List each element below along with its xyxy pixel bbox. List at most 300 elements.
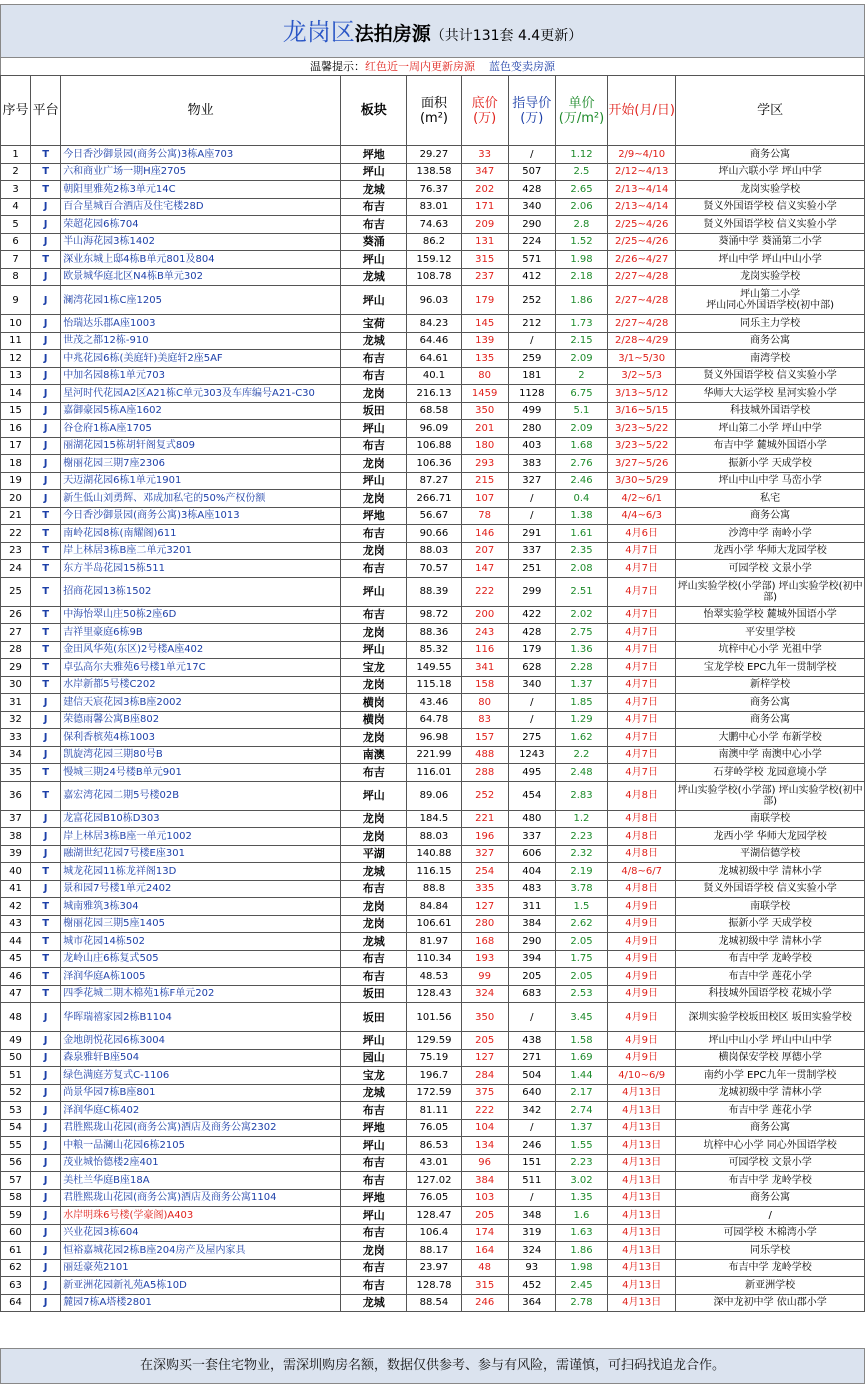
row-number: 2 bbox=[1, 163, 31, 181]
table-row bbox=[1, 216, 865, 234]
table-row bbox=[1, 367, 865, 385]
row-number: 39 bbox=[1, 845, 31, 863]
base-price: 207 bbox=[461, 542, 508, 560]
start-date: 2/27~4/28 bbox=[608, 268, 676, 286]
property-name: 泽润华庭C栋402 bbox=[61, 1102, 341, 1120]
floor-area: 116.15 bbox=[407, 863, 461, 881]
area-name: 坪地 bbox=[341, 507, 407, 525]
property-name: 新生低山刘勇辉、邓成加私宅的50%产权份额 bbox=[61, 490, 341, 508]
unit-price: 2.09 bbox=[555, 350, 607, 368]
unit-price: 2.76 bbox=[555, 455, 607, 473]
listing-table bbox=[0, 75, 865, 1312]
unit-price: 2.65 bbox=[555, 181, 607, 199]
row-number: 19 bbox=[1, 472, 31, 490]
school-district: 南联学校 bbox=[676, 810, 865, 828]
unit-price: 1.69 bbox=[555, 1049, 607, 1067]
floor-area: 76.05 bbox=[407, 1119, 461, 1137]
platform-badge: J bbox=[31, 472, 61, 490]
property-name: 美杜兰华庭B座18A bbox=[61, 1172, 341, 1190]
base-price: 131 bbox=[461, 233, 508, 251]
table-row bbox=[1, 286, 865, 315]
property-name: 朝阳里雅苑2栋3单元14C bbox=[61, 181, 341, 199]
platform-badge: J bbox=[31, 1049, 61, 1067]
col-start: 开始(月/日) bbox=[608, 76, 676, 146]
sheet-title bbox=[0, 4, 865, 58]
row-number: 16 bbox=[1, 420, 31, 438]
guide-price: / bbox=[508, 146, 555, 164]
start-date: 4月7日 bbox=[608, 694, 676, 712]
school-district: 南澳中学 南澳中心小学 bbox=[676, 746, 865, 764]
area-name: 坪山 bbox=[341, 1032, 407, 1050]
guide-price: / bbox=[508, 694, 555, 712]
base-price: 488 bbox=[461, 746, 508, 764]
unit-price: 2 bbox=[555, 367, 607, 385]
row-number: 54 bbox=[1, 1119, 31, 1137]
platform-badge: J bbox=[31, 233, 61, 251]
table-row bbox=[1, 641, 865, 659]
platform-badge: T bbox=[31, 641, 61, 659]
school-district: 商务公寓 bbox=[676, 507, 865, 525]
col-guide: 指导价(万) bbox=[508, 76, 555, 146]
table-row bbox=[1, 1032, 865, 1050]
area-name: 布吉 bbox=[341, 880, 407, 898]
school-district: 大鹏中心小学 布新学校 bbox=[676, 729, 865, 747]
start-date: 4月9日 bbox=[608, 950, 676, 968]
floor-area: 89.06 bbox=[407, 781, 461, 810]
base-price: 221 bbox=[461, 810, 508, 828]
floor-area: 172.59 bbox=[407, 1084, 461, 1102]
area-name: 布吉 bbox=[341, 198, 407, 216]
row-number: 61 bbox=[1, 1242, 31, 1260]
school-district: 平安里学校 bbox=[676, 624, 865, 642]
platform-badge: T bbox=[31, 898, 61, 916]
table-row bbox=[1, 624, 865, 642]
guide-price: 364 bbox=[508, 1294, 555, 1312]
guide-price: 327 bbox=[508, 472, 555, 490]
start-date: 4月9日 bbox=[608, 898, 676, 916]
property-name: 南岭花园8栋(南耀阁)611 bbox=[61, 525, 341, 543]
property-name: 谷仓府1栋A座1705 bbox=[61, 420, 341, 438]
area-name: 坪山 bbox=[341, 1137, 407, 1155]
unit-price: 1.12 bbox=[555, 146, 607, 164]
table-row bbox=[1, 163, 865, 181]
area-name: 布吉 bbox=[341, 350, 407, 368]
unit-price: 1.86 bbox=[555, 1242, 607, 1260]
platform-badge: J bbox=[31, 694, 61, 712]
table-row bbox=[1, 181, 865, 199]
base-price: 134 bbox=[461, 1137, 508, 1155]
property-name: 怡瑞达乐郡A座1003 bbox=[61, 315, 341, 333]
platform-badge: J bbox=[31, 1294, 61, 1312]
area-name: 坪山 bbox=[341, 163, 407, 181]
guide-price: 383 bbox=[508, 455, 555, 473]
platform-badge: J bbox=[31, 810, 61, 828]
table-row bbox=[1, 781, 865, 810]
floor-area: 48.53 bbox=[407, 968, 461, 986]
platform-badge: J bbox=[31, 490, 61, 508]
platform-badge: T bbox=[31, 560, 61, 578]
area-name: 龙城 bbox=[341, 933, 407, 951]
property-name: 深业东城上邸4栋B单元801及804 bbox=[61, 251, 341, 269]
school-district: 可园学校 文景小学 bbox=[676, 1154, 865, 1172]
guide-price: 340 bbox=[508, 676, 555, 694]
base-price: 96 bbox=[461, 1154, 508, 1172]
base-price: 315 bbox=[461, 251, 508, 269]
base-price: 252 bbox=[461, 781, 508, 810]
unit-price: 1.61 bbox=[555, 525, 607, 543]
property-name: 百合星城百合酒店及住宅楼28D bbox=[61, 198, 341, 216]
area-name: 龙岗 bbox=[341, 455, 407, 473]
start-date: 4月9日 bbox=[608, 915, 676, 933]
property-name: 新亚洲花园新礼苑A5栋10D bbox=[61, 1277, 341, 1295]
guide-price: / bbox=[508, 490, 555, 508]
school-district: 坑梓中心小学 光祖中学 bbox=[676, 641, 865, 659]
base-price: 78 bbox=[461, 507, 508, 525]
school-district: 坪山实验学校(小学部) 坪山实验学校(初中部) bbox=[676, 577, 865, 606]
table-row bbox=[1, 1294, 865, 1312]
area-name: 布吉 bbox=[341, 1277, 407, 1295]
guide-price: 606 bbox=[508, 845, 555, 863]
table-row bbox=[1, 385, 865, 403]
row-number: 3 bbox=[1, 181, 31, 199]
floor-area: 140.88 bbox=[407, 845, 461, 863]
school-district: 坪山第二小学 坪山中学 bbox=[676, 420, 865, 438]
start-date: 3/23~5/22 bbox=[608, 420, 676, 438]
guide-price: 683 bbox=[508, 985, 555, 1003]
start-date: 4月7日 bbox=[608, 746, 676, 764]
property-name: 嘉御豪园5栋A座1602 bbox=[61, 402, 341, 420]
col-unit: 单价(万/m²) bbox=[555, 76, 607, 146]
school-district: 科技城外国语学校 花城小学 bbox=[676, 985, 865, 1003]
start-date: 4月9日 bbox=[608, 1032, 676, 1050]
school-district: 商务公寓 bbox=[676, 711, 865, 729]
row-number: 53 bbox=[1, 1102, 31, 1120]
row-number: 6 bbox=[1, 233, 31, 251]
table-row bbox=[1, 968, 865, 986]
base-price: 107 bbox=[461, 490, 508, 508]
table-row bbox=[1, 1049, 865, 1067]
area-name: 坪山 bbox=[341, 420, 407, 438]
unit-price: 1.62 bbox=[555, 729, 607, 747]
unit-price: 3.78 bbox=[555, 880, 607, 898]
table-row bbox=[1, 845, 865, 863]
row-number: 58 bbox=[1, 1189, 31, 1207]
area-name: 布吉 bbox=[341, 437, 407, 455]
start-date: 4月13日 bbox=[608, 1224, 676, 1242]
floor-area: 128.47 bbox=[407, 1207, 461, 1225]
base-price: 205 bbox=[461, 1032, 508, 1050]
table-row bbox=[1, 251, 865, 269]
property-name: 中加名园8栋1单元703 bbox=[61, 367, 341, 385]
property-name: 金地朗悦花园6栋3004 bbox=[61, 1032, 341, 1050]
floor-area: 23.97 bbox=[407, 1259, 461, 1277]
base-price: 196 bbox=[461, 828, 508, 846]
area-name: 布吉 bbox=[341, 1224, 407, 1242]
area-name: 布吉 bbox=[341, 1102, 407, 1120]
base-price: 145 bbox=[461, 315, 508, 333]
start-date: 4月8日 bbox=[608, 810, 676, 828]
school-district: 石芽岭学校 龙园意境小学 bbox=[676, 764, 865, 782]
table-row bbox=[1, 1224, 865, 1242]
guide-price: 384 bbox=[508, 915, 555, 933]
base-price: 171 bbox=[461, 198, 508, 216]
floor-area: 75.19 bbox=[407, 1049, 461, 1067]
row-number: 40 bbox=[1, 863, 31, 881]
floor-area: 87.27 bbox=[407, 472, 461, 490]
row-number: 47 bbox=[1, 985, 31, 1003]
unit-price: 1.35 bbox=[555, 1189, 607, 1207]
guide-price: 422 bbox=[508, 606, 555, 624]
unit-price: 1.98 bbox=[555, 251, 607, 269]
table-row bbox=[1, 950, 865, 968]
row-number: 9 bbox=[1, 286, 31, 315]
platform-badge: J bbox=[31, 455, 61, 473]
school-district: 私宅 bbox=[676, 490, 865, 508]
start-date: 2/27~4/28 bbox=[608, 315, 676, 333]
row-number: 33 bbox=[1, 729, 31, 747]
base-price: 135 bbox=[461, 350, 508, 368]
guide-price: 275 bbox=[508, 729, 555, 747]
start-date: 4月7日 bbox=[608, 711, 676, 729]
property-name: 慢城三期24号楼B单元901 bbox=[61, 764, 341, 782]
start-date: 2/26~4/27 bbox=[608, 251, 676, 269]
school-district: 布吉中学 龙岭学校 bbox=[676, 1259, 865, 1277]
school-district: 科技城外国语学校 bbox=[676, 402, 865, 420]
area-name: 园山 bbox=[341, 1049, 407, 1067]
platform-badge: T bbox=[31, 624, 61, 642]
floor-area: 96.98 bbox=[407, 729, 461, 747]
school-district: 沙湾中学 南岭小学 bbox=[676, 525, 865, 543]
table-row bbox=[1, 577, 865, 606]
platform-badge: J bbox=[31, 1207, 61, 1225]
school-district: 坑梓中心小学 同心外国语学校 bbox=[676, 1137, 865, 1155]
guide-price: 299 bbox=[508, 577, 555, 606]
guide-price: 507 bbox=[508, 163, 555, 181]
base-price: 180 bbox=[461, 437, 508, 455]
base-price: 116 bbox=[461, 641, 508, 659]
guide-price: 252 bbox=[508, 286, 555, 315]
table-row bbox=[1, 880, 865, 898]
area-name: 布吉 bbox=[341, 950, 407, 968]
start-date: 3/30~5/29 bbox=[608, 472, 676, 490]
base-price: 48 bbox=[461, 1259, 508, 1277]
platform-badge: J bbox=[31, 1003, 61, 1032]
platform-badge: T bbox=[31, 676, 61, 694]
area-name: 龙岗 bbox=[341, 898, 407, 916]
property-name: 建信天宸花园3栋B座2002 bbox=[61, 694, 341, 712]
floor-area: 76.05 bbox=[407, 1189, 461, 1207]
guide-price: 337 bbox=[508, 542, 555, 560]
property-name: 岸上林居3栋B座二单元3201 bbox=[61, 542, 341, 560]
guide-price: 340 bbox=[508, 198, 555, 216]
row-number: 27 bbox=[1, 624, 31, 642]
floor-area: 138.58 bbox=[407, 163, 461, 181]
floor-area: 96.09 bbox=[407, 420, 461, 438]
row-number: 64 bbox=[1, 1294, 31, 1312]
platform-badge: T bbox=[31, 915, 61, 933]
row-number: 50 bbox=[1, 1049, 31, 1067]
unit-price: 2.15 bbox=[555, 332, 607, 350]
floor-area: 108.78 bbox=[407, 268, 461, 286]
col-no: 序号 bbox=[1, 76, 31, 146]
start-date: 4月9日 bbox=[608, 985, 676, 1003]
row-number: 44 bbox=[1, 933, 31, 951]
start-date: 3/27~5/26 bbox=[608, 455, 676, 473]
unit-price: 2.51 bbox=[555, 577, 607, 606]
floor-area: 196.7 bbox=[407, 1067, 461, 1085]
row-number: 23 bbox=[1, 542, 31, 560]
title-district: 龙岗区 bbox=[282, 18, 355, 46]
platform-badge: J bbox=[31, 711, 61, 729]
table-row bbox=[1, 694, 865, 712]
platform-badge: J bbox=[31, 1189, 61, 1207]
start-date: 4月8日 bbox=[608, 845, 676, 863]
col-area: 板块 bbox=[341, 76, 407, 146]
floor-area: 88.03 bbox=[407, 828, 461, 846]
base-price: 222 bbox=[461, 1102, 508, 1120]
base-price: 254 bbox=[461, 863, 508, 881]
property-name: 吉祥里豪庭6栋9B bbox=[61, 624, 341, 642]
school-district: 坪山第二小学 坪山同心外国语学校(初中部) bbox=[676, 286, 865, 315]
school-district: 贤义外国语学校 信义实验小学 bbox=[676, 880, 865, 898]
start-date: 4月13日 bbox=[608, 1119, 676, 1137]
row-number: 43 bbox=[1, 915, 31, 933]
platform-badge: T bbox=[31, 525, 61, 543]
property-name: 荣德雨馨公寓B座802 bbox=[61, 711, 341, 729]
school-district: 横岗保安学校 厚德小学 bbox=[676, 1049, 865, 1067]
row-number: 48 bbox=[1, 1003, 31, 1032]
property-name: 天迈湖花园6栋1单元1901 bbox=[61, 472, 341, 490]
unit-price: 2.05 bbox=[555, 933, 607, 951]
school-district: 商务公寓 bbox=[676, 1119, 865, 1137]
guide-price: / bbox=[508, 711, 555, 729]
guide-price: 511 bbox=[508, 1172, 555, 1190]
property-name: 嘉宏湾花园二期5号楼02B bbox=[61, 781, 341, 810]
col-platform: 平台 bbox=[31, 76, 61, 146]
start-date: 2/9~4/10 bbox=[608, 146, 676, 164]
school-district: 贤义外国语学校 信义实验小学 bbox=[676, 216, 865, 234]
row-number: 38 bbox=[1, 828, 31, 846]
guide-price: / bbox=[508, 507, 555, 525]
start-date: 4月7日 bbox=[608, 542, 676, 560]
start-date: 4月7日 bbox=[608, 729, 676, 747]
base-price: 205 bbox=[461, 1207, 508, 1225]
property-name: 中海怡翠山庄50栋2座6D bbox=[61, 606, 341, 624]
unit-price: 1.37 bbox=[555, 1119, 607, 1137]
floor-area: 88.54 bbox=[407, 1294, 461, 1312]
table-row bbox=[1, 233, 865, 251]
start-date: 2/25~4/26 bbox=[608, 233, 676, 251]
guide-price: 337 bbox=[508, 828, 555, 846]
row-number: 42 bbox=[1, 898, 31, 916]
base-price: 324 bbox=[461, 985, 508, 1003]
school-district: 深圳实验学校坂田校区 坂田实验学校 bbox=[676, 1003, 865, 1032]
guide-price: 290 bbox=[508, 216, 555, 234]
school-district: 龙城初级中学 清林小学 bbox=[676, 933, 865, 951]
base-price: 315 bbox=[461, 1277, 508, 1295]
col-size: 面积(m²) bbox=[407, 76, 461, 146]
area-name: 葵涌 bbox=[341, 233, 407, 251]
table-row bbox=[1, 676, 865, 694]
unit-price: 2.06 bbox=[555, 198, 607, 216]
guide-price: 428 bbox=[508, 624, 555, 642]
platform-badge: J bbox=[31, 1242, 61, 1260]
platform-badge: J bbox=[31, 420, 61, 438]
property-name: 景和园7号楼1单元2402 bbox=[61, 880, 341, 898]
area-name: 宝龙 bbox=[341, 659, 407, 677]
guide-price: 1128 bbox=[508, 385, 555, 403]
table-row bbox=[1, 915, 865, 933]
start-date: 4月13日 bbox=[608, 1154, 676, 1172]
guide-price: 499 bbox=[508, 402, 555, 420]
platform-badge: T bbox=[31, 163, 61, 181]
area-name: 龙城 bbox=[341, 181, 407, 199]
unit-price: 2.19 bbox=[555, 863, 607, 881]
platform-badge: J bbox=[31, 1154, 61, 1172]
platform-badge: J bbox=[31, 828, 61, 846]
platform-badge: J bbox=[31, 1224, 61, 1242]
area-name: 坪山 bbox=[341, 1207, 407, 1225]
table-row bbox=[1, 1189, 865, 1207]
property-name: 四季花城二期木棉苑1栋F单元202 bbox=[61, 985, 341, 1003]
guide-price: / bbox=[508, 1189, 555, 1207]
base-price: 237 bbox=[461, 268, 508, 286]
property-name: 今日香沙御景园(商务公寓)3栋A座1013 bbox=[61, 507, 341, 525]
row-number: 51 bbox=[1, 1067, 31, 1085]
start-date: 4/10~6/9 bbox=[608, 1067, 676, 1085]
start-date: 4月7日 bbox=[608, 641, 676, 659]
floor-area: 96.03 bbox=[407, 286, 461, 315]
property-name: 荣超花园6栋704 bbox=[61, 216, 341, 234]
area-name: 坪山 bbox=[341, 251, 407, 269]
start-date: 3/16~5/15 bbox=[608, 402, 676, 420]
row-number: 17 bbox=[1, 437, 31, 455]
start-date: 4月7日 bbox=[608, 764, 676, 782]
property-name: 城市花园14栋502 bbox=[61, 933, 341, 951]
property-name: 欧景城华庭北区N4栋B单元302 bbox=[61, 268, 341, 286]
base-price: 246 bbox=[461, 1294, 508, 1312]
area-name: 龙城 bbox=[341, 1084, 407, 1102]
start-date: 4月13日 bbox=[608, 1242, 676, 1260]
unit-price: 1.75 bbox=[555, 950, 607, 968]
table-row bbox=[1, 420, 865, 438]
floor-area: 106.88 bbox=[407, 437, 461, 455]
school-district: 可园学校 木棉湾小学 bbox=[676, 1224, 865, 1242]
row-number: 7 bbox=[1, 251, 31, 269]
title-main: 法拍房源 bbox=[354, 23, 431, 45]
table-row bbox=[1, 764, 865, 782]
start-date: 4月9日 bbox=[608, 933, 676, 951]
area-name: 龙岗 bbox=[341, 729, 407, 747]
table-row bbox=[1, 746, 865, 764]
row-number: 46 bbox=[1, 968, 31, 986]
base-price: 1459 bbox=[461, 385, 508, 403]
area-name: 坪山 bbox=[341, 286, 407, 315]
property-name: 星河时代花园A2区A21栋C单元303及车库编号A21-C30 bbox=[61, 385, 341, 403]
property-name: 龙富花园B10栋D303 bbox=[61, 810, 341, 828]
guide-price: 212 bbox=[508, 315, 555, 333]
table-row bbox=[1, 455, 865, 473]
school-district: 龙西小学 华师大龙园学校 bbox=[676, 828, 865, 846]
base-price: 127 bbox=[461, 1049, 508, 1067]
unit-price: 1.29 bbox=[555, 711, 607, 729]
platform-badge: J bbox=[31, 367, 61, 385]
table-row bbox=[1, 437, 865, 455]
floor-area: 64.78 bbox=[407, 711, 461, 729]
property-name: 中兆花园6栋(美庭轩)美庭轩2座5AF bbox=[61, 350, 341, 368]
unit-price: 1.38 bbox=[555, 507, 607, 525]
start-date: 3/2~5/3 bbox=[608, 367, 676, 385]
